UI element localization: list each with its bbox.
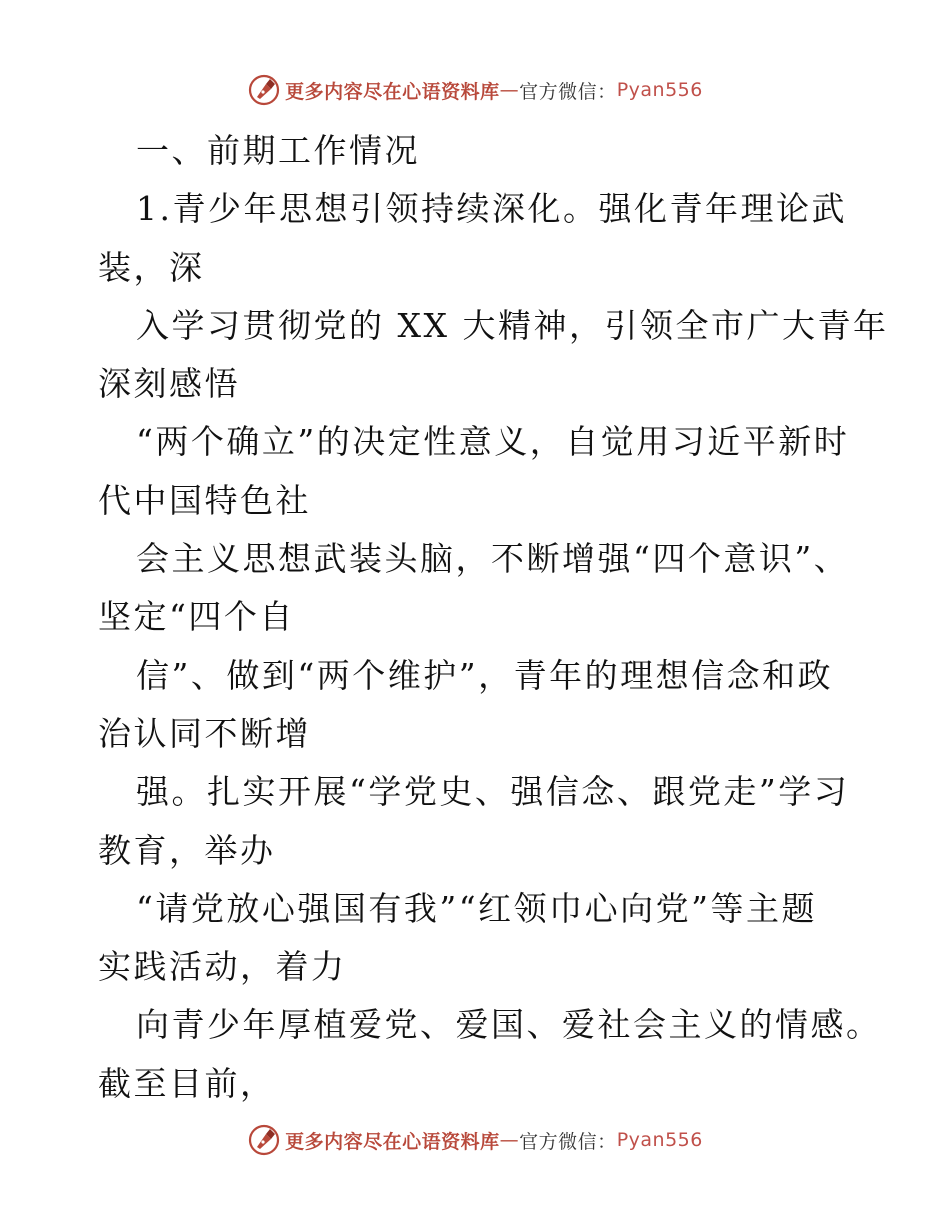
footer-lead-text: 更多内容尽在心语资料库 bbox=[285, 1130, 500, 1153]
header-wechat-label: 官方微信： bbox=[519, 80, 617, 103]
pen-nib-circle-icon bbox=[247, 73, 281, 107]
body-line: 截至目前， bbox=[98, 1063, 276, 1103]
body-line: 治认同不断增 bbox=[98, 713, 311, 753]
body-line: 坚定“四个自 bbox=[98, 597, 295, 637]
body-line: 会主义思想武装头脑，不断增强“四个意识”、 bbox=[136, 539, 850, 579]
body-line: 实践活动，着力 bbox=[98, 947, 347, 987]
body-line: 信”、做到“两个维护”，青年的理想信念和政 bbox=[136, 655, 834, 695]
body-line: 强。扎实开展“学党史、强信念、跟党走”学习 bbox=[136, 772, 850, 812]
body-line: “请党放心强国有我”“红领巾心向党”等主题 bbox=[136, 888, 817, 928]
body-line: 教育，举办 bbox=[98, 830, 276, 870]
body-line: “两个确立”的决定性意义，自觉用习近平新时 bbox=[136, 422, 850, 462]
page-footer-watermark bbox=[0, 1120, 950, 1160]
header-wechat-id: Pyan556 bbox=[616, 79, 703, 101]
page-header-watermark bbox=[0, 70, 950, 110]
header-lead-text: 更多内容尽在心语资料库 bbox=[285, 80, 500, 103]
pen-nib-circle-icon bbox=[247, 1123, 281, 1157]
body-line: 装，深 bbox=[98, 247, 205, 287]
body-line: 入学习贯彻党的 XX 大精神，引领全市广大青年 bbox=[136, 305, 889, 345]
footer-dash: — bbox=[499, 1129, 520, 1151]
body-line: 深刻感悟 bbox=[98, 364, 240, 404]
body-line: 1.青少年思想引领持续深化。强化青年理论武 bbox=[136, 189, 847, 229]
footer-wechat-id: Pyan556 bbox=[616, 1129, 703, 1151]
body-line: 向青少年厚植爱党、爱国、爱社会主义的情感。 bbox=[136, 1005, 882, 1045]
body-line: 代中国特色社 bbox=[98, 480, 311, 520]
section-heading: 一、前期工作情况 bbox=[136, 131, 420, 170]
header-dash: — bbox=[499, 79, 520, 101]
footer-wechat-label: 官方微信： bbox=[519, 1130, 617, 1153]
document-body bbox=[98, 122, 889, 1113]
